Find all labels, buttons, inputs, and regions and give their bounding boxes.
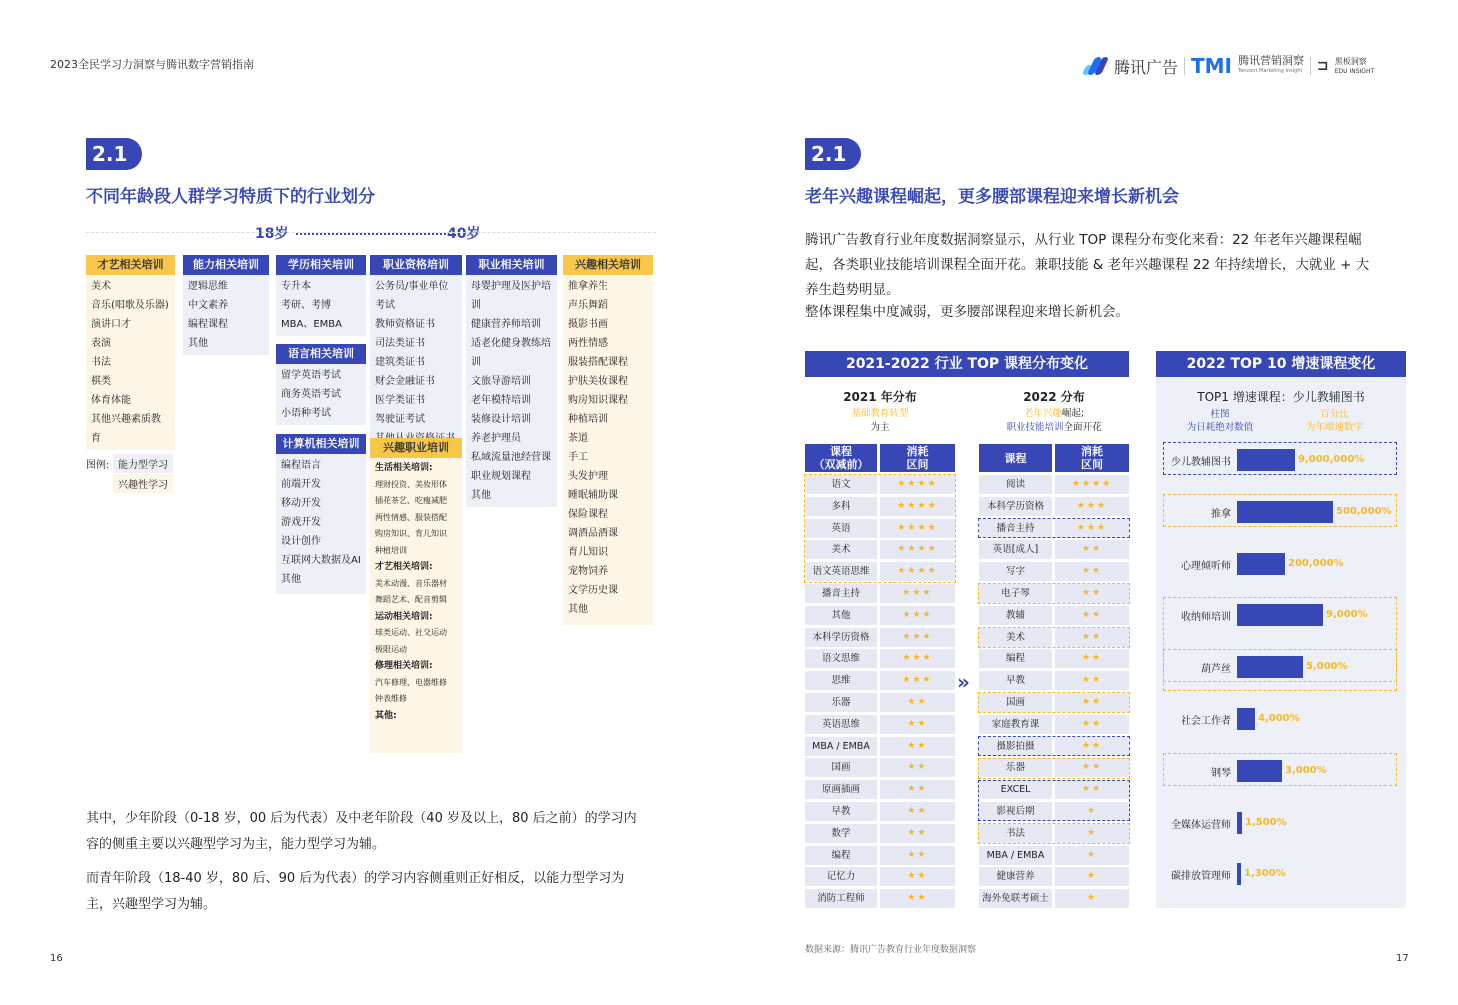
- legend-ability: 能力型学习: [113, 454, 173, 473]
- course-name-cell: 编程: [805, 846, 877, 865]
- consume-stars-cell: ★★: [1055, 693, 1129, 712]
- group-heading: 其他:: [375, 710, 397, 721]
- consume-stars-cell: ★★: [1055, 780, 1129, 799]
- list-item: 逻辑思维: [188, 281, 228, 292]
- edu-insight-logo-text: 黑板洞察 EDU INSIGHT: [1334, 56, 1375, 75]
- column-body: [370, 458, 462, 753]
- list-item: 推拿养生: [568, 281, 608, 292]
- consume-stars-cell: ★★: [1055, 758, 1129, 777]
- list-item: 考研、考博: [281, 300, 331, 311]
- list-item: 棋类: [91, 376, 111, 387]
- section-badge-left: 2.1: [86, 138, 142, 170]
- list-item: 老年模特培训: [471, 395, 531, 406]
- bar-value-label: 500,000%: [1336, 505, 1392, 517]
- list-item: 两性情感: [568, 338, 608, 349]
- list-item: 其他兴趣素质教育: [91, 414, 161, 444]
- course-name-cell: 英语: [805, 519, 877, 538]
- growth-bar: [1237, 812, 1242, 834]
- column-header: 兴趣职业培训: [370, 438, 462, 458]
- consume-stars-cell: ★★: [880, 737, 955, 756]
- column-header: 能力相关培训: [183, 255, 269, 275]
- course-name-cell: 播音主持: [805, 584, 877, 603]
- course-name-cell: 健康营养: [979, 867, 1052, 886]
- consume-stars-cell: ★★★★: [880, 519, 955, 538]
- right-paragraph-2: 整体课程集中度减弱，更多腰部课程迎来增长新机会。: [805, 304, 1129, 320]
- course-name-cell: 摄影拍摄: [979, 737, 1052, 756]
- tencent-ads-logo-text: 腾讯广告: [1114, 57, 1179, 77]
- list-item: 购房知识课程: [568, 395, 628, 406]
- list-item: 其他: [281, 574, 301, 585]
- bar-value-label: 1,500%: [1245, 816, 1287, 828]
- left-paragraph-1: 其中，少年阶段（0-18 岁，00 后为代表）及中老年阶段（40 岁及以上，80 后之前）的学习内容的侧重主要以兴趣型学习为主，能力型学习为辅。: [86, 811, 637, 852]
- bar-category-label: 碳排放管理师: [1171, 871, 1231, 883]
- list-item: 声乐舞蹈: [568, 300, 608, 311]
- column-body: [276, 364, 366, 425]
- consume-stars-cell: ★★: [1055, 584, 1129, 603]
- right-paragraph-1: 腾讯广告教育行业年度数据洞察显示，从行业 TOP 课程分布变化来看：22 年老年兴趣课程崛起，各类职业技能培训课程全面开花。兼职技能 & 老年兴趣课程 22 年持续增长，大就业 + 大养生趋势明显。: [805, 232, 1370, 298]
- consume-stars-cell: ★★★: [1055, 497, 1129, 516]
- bar-value-label: 4,000%: [1258, 713, 1300, 724]
- consume-stars-cell: ★★: [880, 758, 955, 777]
- group-heading: 才艺相关培训:: [375, 562, 433, 572]
- list-item: 建筑类证书: [375, 357, 425, 368]
- edu-insight-logo-icon: ⊐: [1317, 58, 1329, 74]
- course-name-cell: 美术: [805, 540, 877, 559]
- legend-interest: 兴趣性学习: [113, 474, 173, 493]
- list-item: 睡眠辅助课: [568, 490, 618, 501]
- data-source: 数据来源：腾讯广告教育行业年度数据洞察: [805, 945, 977, 955]
- course-name-cell: 美术: [979, 628, 1052, 647]
- consume-stars-cell: ★★★: [1055, 519, 1129, 538]
- list-item: 专升本: [281, 281, 311, 292]
- th-consume-2022: 消耗 区间: [1055, 444, 1129, 472]
- course-name-cell: 写字: [979, 562, 1052, 581]
- course-name-cell: MBA / EMBA: [805, 737, 877, 756]
- list-item: 母婴护理及医护培训: [471, 281, 551, 311]
- consume-stars-cell: ★★: [880, 889, 955, 908]
- list-item: 头发护理: [568, 471, 608, 482]
- consume-stars-cell: ★★: [1055, 540, 1129, 559]
- list-item: 装修设计培训: [471, 414, 531, 425]
- growth-bar: [1237, 760, 1282, 782]
- list-item: 调酒品酒课: [568, 528, 618, 539]
- course-name-cell: 原画插画: [805, 780, 877, 799]
- list-item: 演讲口才: [91, 319, 131, 330]
- column-body: [276, 454, 366, 594]
- list-item: 育儿知识: [568, 547, 608, 558]
- course-name-cell: 多科: [805, 497, 877, 516]
- list-item: 理财投资、美妆形体: [375, 479, 447, 489]
- course-table-title: 2021-2022 行业 TOP 课程分布变化: [805, 351, 1129, 377]
- list-item: 移动开发: [281, 498, 321, 509]
- course-name-cell: 语文英语思维: [805, 562, 877, 581]
- list-item: 音乐(唱歌及乐器): [91, 300, 169, 311]
- list-item: 茶道: [568, 433, 588, 444]
- bar-value-label: 5,000%: [1306, 661, 1348, 673]
- course-name-cell: EXCEL: [979, 780, 1052, 799]
- column-header: 职业相关培训: [466, 255, 557, 275]
- group-heading: 生活相关培训:: [375, 463, 433, 473]
- course-name-cell: 影视后期: [979, 802, 1052, 821]
- bar-category-label: 少儿教辅图书: [1171, 457, 1231, 468]
- column-header: 语言相关培训: [276, 344, 366, 364]
- list-item: 钟表维修: [375, 694, 407, 703]
- list-item: 健康营养师培训: [471, 319, 541, 330]
- consume-stars-cell: ★★: [880, 824, 955, 843]
- consume-stars-cell: ★★: [880, 802, 955, 821]
- page-number-right: 17: [1396, 953, 1409, 964]
- course-name-cell: 乐器: [979, 758, 1052, 777]
- left-section-title: 不同年龄段人群学习特质下的行业划分: [86, 187, 375, 207]
- list-item: 文学历史课: [568, 585, 618, 596]
- course-name-cell: 英语思维: [805, 715, 877, 734]
- list-item: 其他: [471, 490, 491, 501]
- list-item: 编程课程: [188, 319, 228, 330]
- course-name-cell: 本科学历资格: [979, 497, 1052, 516]
- group-heading: 修理相关培训:: [375, 661, 433, 671]
- list-item: 服装搭配课程: [568, 357, 628, 368]
- column-body: [276, 275, 366, 336]
- list-item: 两性情感、服装搭配: [375, 512, 447, 522]
- consume-stars-cell: ★★: [1055, 628, 1129, 647]
- growth-bar: [1237, 863, 1241, 885]
- list-item: 私域流量池经营课: [471, 452, 551, 463]
- list-item: 文旅导游培训: [471, 376, 531, 387]
- growth-chart-subtitle: TOP1 增速课程：少儿教辅图书: [1197, 390, 1365, 404]
- left-paragraph-2: 而青年阶段（18-40 岁，80 后、90 后为代表）的学习内容侧重则正好相反，以能力型学习为主，兴趣型学习为辅。: [86, 871, 625, 912]
- list-item: 设计创作: [281, 536, 321, 547]
- course-name-cell: 思维: [805, 671, 877, 690]
- list-item: 手工: [568, 452, 588, 463]
- list-item: 书法: [91, 357, 111, 368]
- course-name-cell: 国画: [979, 693, 1052, 712]
- column-body: [466, 275, 557, 507]
- course-name-cell: 语文思维: [805, 649, 877, 668]
- bar-category-label: 推拿: [1211, 508, 1231, 520]
- column-header: 才艺相关培训: [86, 255, 175, 275]
- tmi-logo: TMI: [1191, 54, 1233, 78]
- consume-stars-cell: ★★: [880, 715, 955, 734]
- list-item: 留学英语考试: [281, 370, 341, 381]
- th-course-2021: 课程 （双减前）: [805, 444, 877, 472]
- consume-stars-cell: ★★: [1055, 562, 1129, 581]
- growth-bar: [1237, 604, 1323, 626]
- consume-stars-cell: ★★★★: [880, 540, 955, 559]
- growth-bar: [1237, 656, 1303, 678]
- course-name-cell: 记忆力: [805, 867, 877, 886]
- header-logos: [1082, 54, 1374, 78]
- list-item: 前端开发: [281, 479, 321, 490]
- list-item: 摄影书画: [568, 319, 608, 330]
- course-name-cell: 电子琴: [979, 584, 1052, 603]
- list-item: 插花茶艺、吃瘦减肥: [375, 496, 447, 505]
- consume-stars-cell: ★★★: [880, 649, 955, 668]
- age-18-label: 18岁: [255, 226, 289, 242]
- age-40-label: 40岁: [447, 226, 481, 242]
- consume-stars-cell: ★: [1055, 889, 1129, 908]
- course-name-cell: 编程: [979, 649, 1052, 668]
- bar-category-label: 收纳师培训: [1181, 612, 1231, 624]
- column-body: [563, 275, 653, 625]
- list-item: 适老化健身教练培训: [471, 338, 551, 368]
- consume-stars-cell: ★★: [880, 846, 955, 865]
- bar-category-label: 心理倾听师: [1181, 560, 1231, 572]
- section-badge-right: 2.1: [805, 138, 861, 170]
- column-body: [370, 275, 462, 450]
- list-item: 保险课程: [568, 509, 608, 520]
- course-name-cell: 数学: [805, 824, 877, 843]
- list-item: 游戏开发: [281, 517, 321, 528]
- column-header: 兴趣相关培训: [563, 255, 653, 275]
- consume-stars-cell: ★★★★: [880, 475, 955, 494]
- tmi-logo-text: 腾讯营销洞察 Tencent Marketing Insight: [1238, 54, 1305, 74]
- bar-value-label: 9,000,000%: [1298, 454, 1365, 465]
- list-item: 财会金融证书: [375, 376, 435, 387]
- right-section-title: 老年兴趣课程崛起，更多腰部课程迎来增长新机会: [805, 187, 1179, 207]
- column-header: 计算机相关培训: [276, 434, 366, 454]
- bar-value-label: 200,000%: [1288, 557, 1344, 569]
- list-item: 种植培训: [375, 545, 407, 555]
- bar-value-label: 9,000%: [1326, 609, 1368, 621]
- list-item: 商务英语考试: [281, 389, 341, 400]
- course-name-cell: 语文: [805, 475, 877, 494]
- list-item: 编程语言: [281, 460, 321, 471]
- column-body: [86, 275, 175, 450]
- list-item: 购房知识、育儿知识: [375, 529, 447, 538]
- list-item: 其他: [568, 604, 588, 615]
- consume-stars-cell: ★★: [880, 693, 955, 712]
- list-item: 小语种考试: [281, 408, 331, 419]
- list-item: 球类运动、社交运动: [375, 628, 447, 637]
- column-body: [183, 275, 269, 355]
- bar-category-label: 钢琴: [1211, 767, 1231, 779]
- consume-stars-cell: ★★: [880, 780, 955, 799]
- list-item: 职业规划课程: [471, 471, 531, 482]
- course-name-cell: 国画: [805, 758, 877, 777]
- group-heading: 运动相关培训:: [375, 611, 433, 622]
- consume-stars-cell: ★: [1055, 824, 1129, 843]
- course-name-cell: 书法: [979, 824, 1052, 843]
- list-item: 医学类证书: [375, 395, 425, 406]
- consume-stars-cell: ★★: [1055, 737, 1129, 756]
- consume-stars-cell: ★★: [1055, 649, 1129, 668]
- list-item: MBA、EMBA: [281, 319, 342, 330]
- bar-category-label: 全媒体运营师: [1171, 819, 1231, 831]
- th-course-2022: 课程: [979, 444, 1052, 472]
- legend-bar: 柱图 为日耗绝对数值: [1186, 409, 1254, 433]
- list-item: 美术动漫、音乐器材: [375, 578, 447, 588]
- consume-stars-cell: ★★★★: [880, 497, 955, 516]
- col-2021-header: 2021 年分布 基础教育转型 为主: [843, 390, 917, 433]
- list-item: 养老护理员: [471, 433, 521, 444]
- course-name-cell: 早教: [979, 671, 1052, 690]
- bar-category-label: 社会工作者: [1181, 716, 1231, 727]
- list-item: 舞蹈艺术、配音剪辑: [375, 595, 447, 604]
- arrow-right-icon: »: [957, 670, 970, 694]
- bar-category-label: 葫芦丝: [1201, 664, 1231, 676]
- growth-bar: [1237, 708, 1255, 730]
- consume-stars-cell: ★★: [1055, 715, 1129, 734]
- consume-stars-cell: ★: [1055, 867, 1129, 886]
- legend-percent: 百分比 为年增速数字: [1305, 409, 1363, 433]
- th-consume-2021: 消耗 区间: [880, 444, 955, 472]
- list-item: 表演: [91, 338, 111, 349]
- list-item: 公务员/事业单位考试: [375, 281, 449, 311]
- consume-stars-cell: ★★★: [880, 584, 955, 603]
- course-name-cell: 英语[成人]: [979, 540, 1052, 559]
- list-item: 司法类证书: [375, 338, 425, 349]
- course-name-cell: 教辅: [979, 606, 1052, 625]
- course-name-cell: MBA / EMBA: [979, 846, 1052, 865]
- growth-bar: [1237, 449, 1295, 471]
- growth-chart-title: 2022 TOP 10 增速课程变化: [1156, 351, 1406, 377]
- course-name-cell: 家庭教育课: [979, 715, 1052, 734]
- growth-bar: [1237, 501, 1333, 523]
- consume-stars-cell: ★★★: [880, 628, 955, 647]
- course-name-cell: 消防工程师: [805, 889, 877, 908]
- course-name-cell: 阅读: [979, 475, 1052, 494]
- list-item: 美术: [91, 281, 111, 292]
- course-name-cell: 其他: [805, 606, 877, 625]
- list-item: 种植培训: [568, 414, 608, 425]
- consume-stars-cell: ★★★★: [880, 562, 955, 581]
- list-item: 护肤美妆课程: [568, 376, 628, 387]
- course-name-cell: 乐器: [805, 693, 877, 712]
- list-item: 体育体能: [91, 395, 131, 406]
- course-name-cell: 海外免联考硕士: [979, 889, 1052, 908]
- col-2022-header: 2022 分布 老年兴趣崛起; 职业技能培训全面开花: [1006, 390, 1102, 433]
- list-item: 汽车修理、电器维修: [375, 677, 447, 687]
- consume-stars-cell: ★: [1055, 846, 1129, 865]
- growth-bar: [1237, 553, 1285, 575]
- column-header: 学历相关培训: [276, 255, 366, 275]
- list-item: 驾驶证考试: [375, 414, 425, 425]
- consume-stars-cell: ★★: [1055, 606, 1129, 625]
- column-header: 职业资格培训: [370, 255, 462, 275]
- consume-stars-cell: ★★: [880, 867, 955, 886]
- legend-label: 图例:: [86, 460, 110, 471]
- list-item: 其他: [188, 338, 208, 349]
- course-name-cell: 早教: [805, 802, 877, 821]
- course-name-cell: 播音主持: [979, 519, 1052, 538]
- consume-stars-cell: ★★★: [880, 606, 955, 625]
- consume-stars-cell: ★★★: [880, 671, 955, 690]
- course-name-cell: 本科学历资格: [805, 628, 877, 647]
- consume-stars-cell: ★: [1055, 802, 1129, 821]
- consume-stars-cell: ★★: [1055, 671, 1129, 690]
- consume-stars-cell: ★★★★: [1055, 475, 1129, 494]
- page-number-left: 16: [50, 953, 63, 964]
- document-title: 2023全民学习力洞察与腾讯数字营销指南: [50, 58, 254, 71]
- list-item: 中文素养: [188, 300, 228, 311]
- bar-value-label: 1,300%: [1244, 868, 1286, 880]
- list-item: 互联网大数据及AI: [281, 555, 361, 566]
- list-item: 极限运动: [375, 644, 407, 654]
- tencent-ads-logo-icon: [1082, 57, 1108, 75]
- bar-value-label: 3,000%: [1285, 764, 1327, 776]
- list-item: 宠物饲养: [568, 566, 608, 577]
- list-item: 教师资格证书: [375, 319, 435, 330]
